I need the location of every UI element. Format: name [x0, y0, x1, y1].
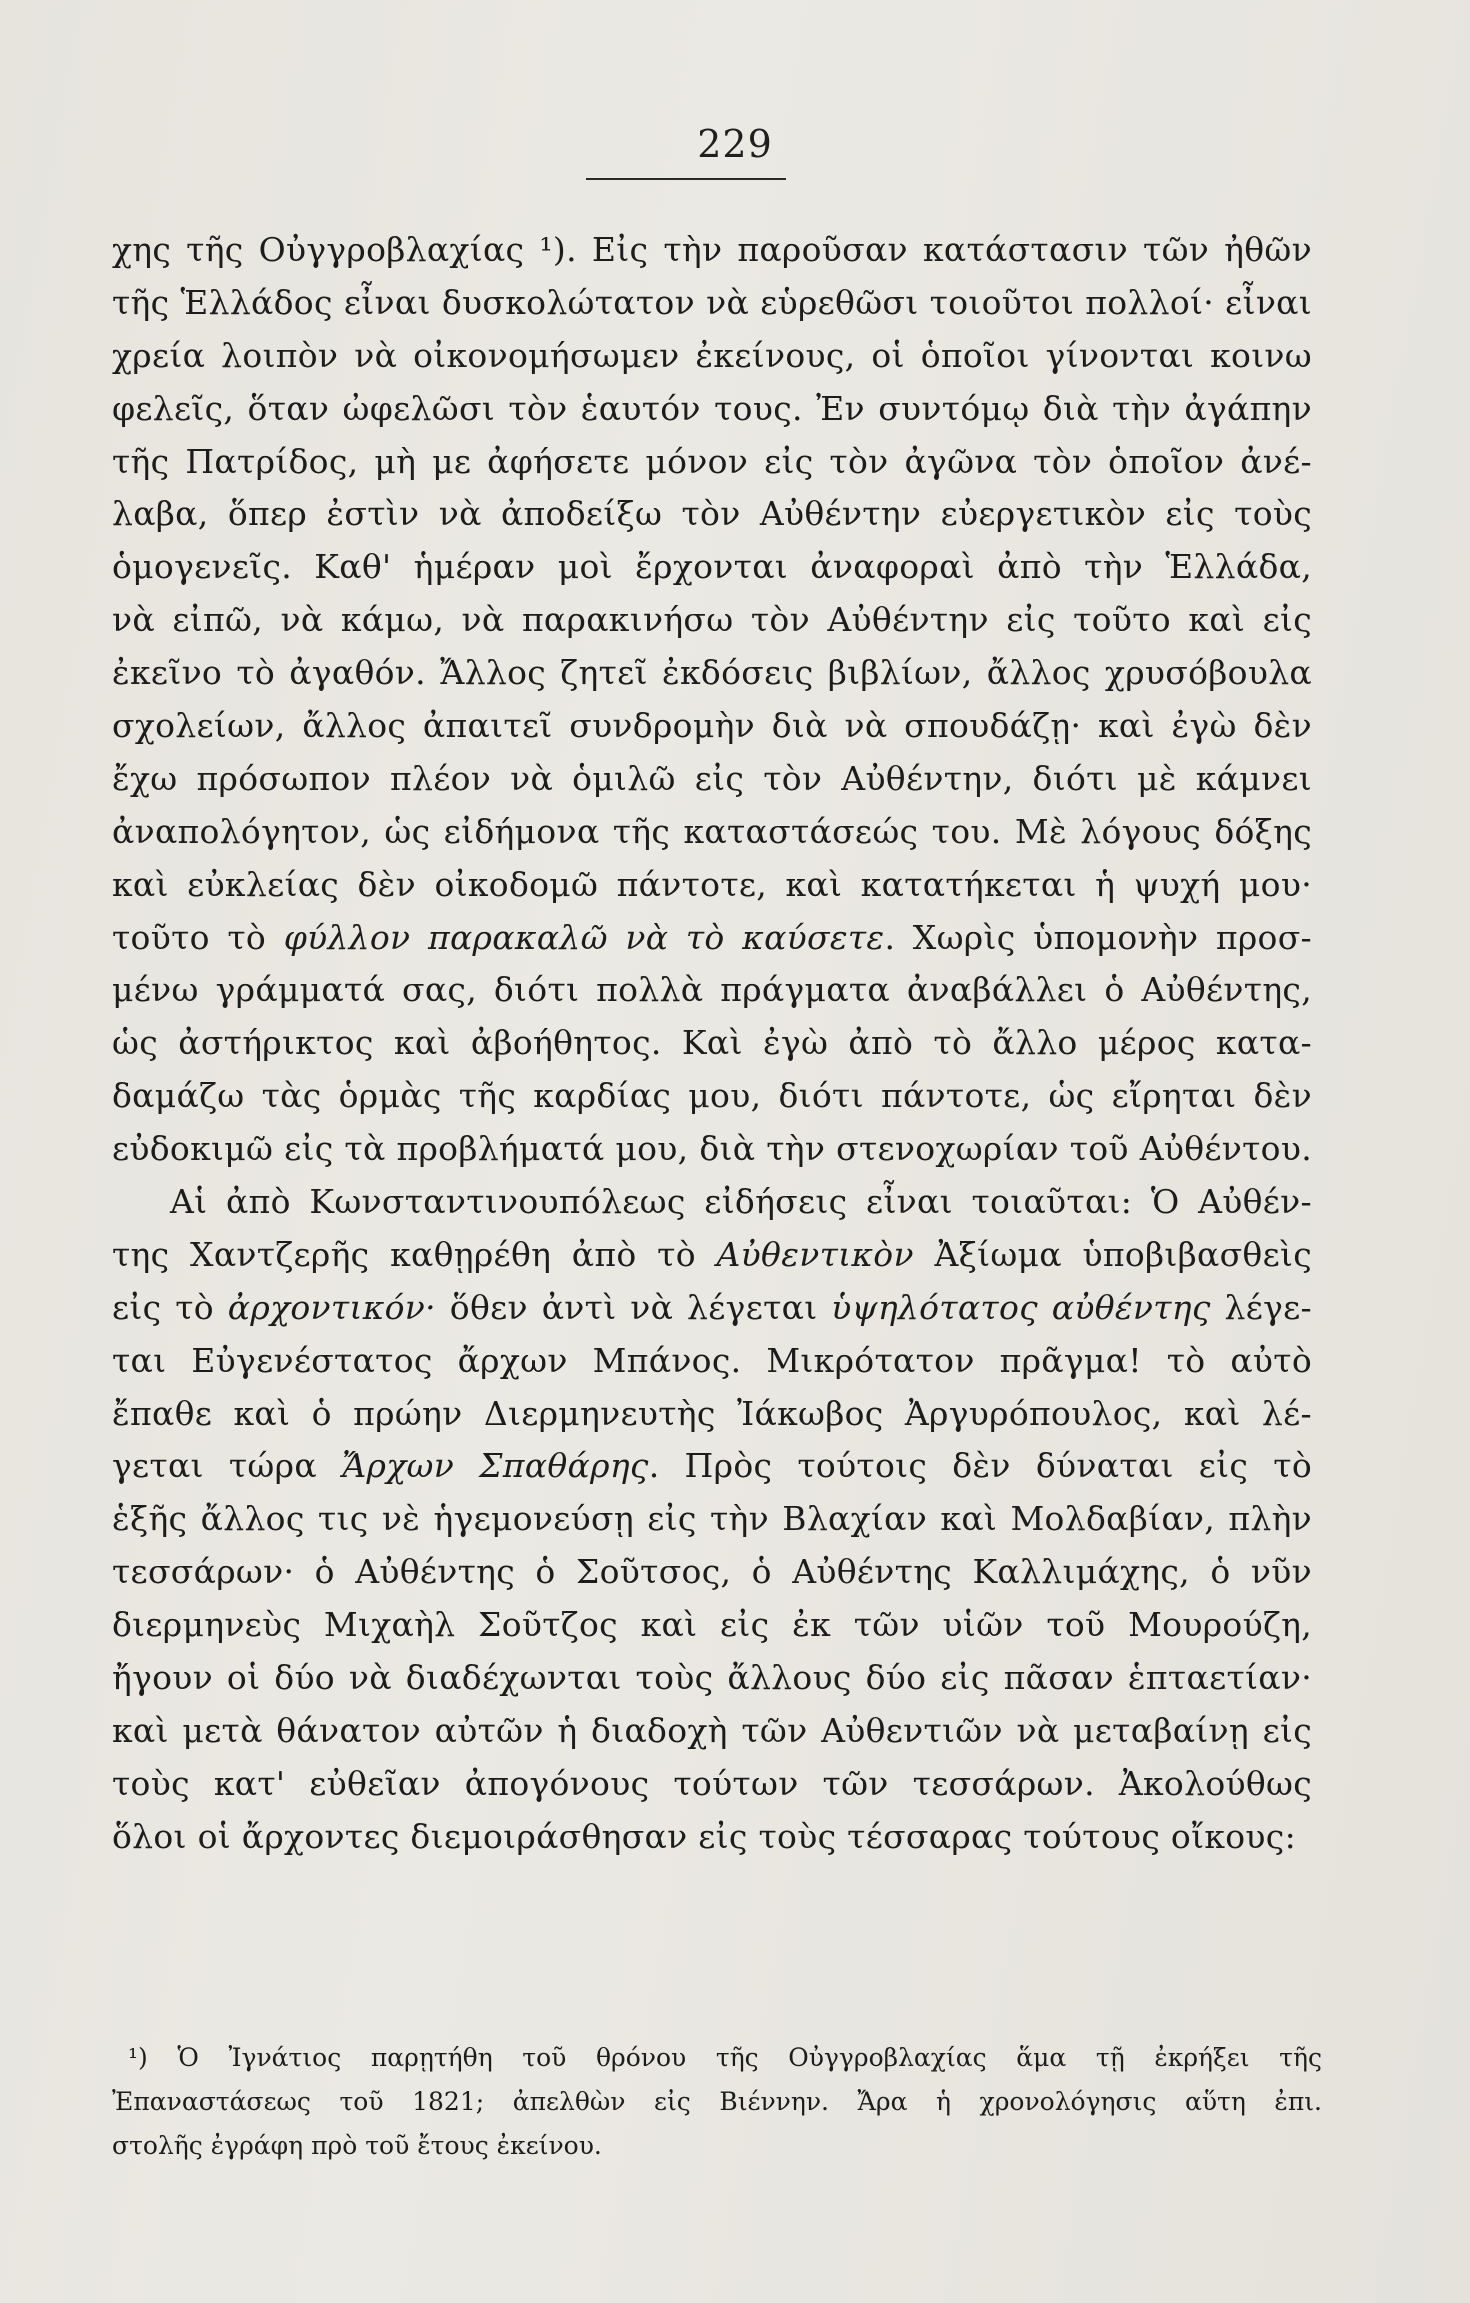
text-run: τοῦτο τὸ [112, 917, 267, 957]
text-line: τοὺς κατ' εὐθεῖαν ἀπογόνους τούτων τῶν τεσσάρων. Ἀκολούθως [112, 1763, 1312, 1803]
text-run: . Χωρὶς ὑπομονὴν προσ- [884, 917, 1313, 957]
text-line: διερμηνεὺς Μιχαὴλ Σοῦτζος καὶ εἰς ἐκ τῶν υἱῶν τοῦ Μουρούζη, [112, 1605, 1312, 1645]
text-line: τῆς Ἑλλάδος εἶναι δυσκολώτατον νὰ εὑρεθῶσι τοιοῦτοι πολλοί· εἶναι [112, 282, 1312, 322]
text-line: ὁμογενεῖς. Καθ' ἡμέραν μοὶ ἔρχονται ἀναφοραὶ ἀπὸ τὴν Ἑλλάδα, [112, 547, 1312, 587]
text-line: τεσσάρων· ὁ Αὐθέντης ὁ Σοῦτσος, ὁ Αὐθέντης Καλλιμάχης, ὁ νῦν [112, 1552, 1312, 1592]
italic-phrase: Αὐθεντικὸν [716, 1234, 914, 1274]
text-line: εὐδοκιμῶ εἰς τὰ προβλήματά μου, διὰ τὴν στενοχωρίαν τοῦ Αὐθέντου. [112, 1129, 1312, 1169]
text-line: χρεία λοιπὸν νὰ οἰκονομήσωμεν ἐκείνους, οἱ ὁποῖοι γίνονται κοινω [112, 335, 1312, 375]
text-run: εἰς τὸ [112, 1287, 214, 1327]
text-line: χης τῆς Οὐγγροβλαχίας ¹). Εἰς τὴν παροῦσαν κατάστασιν τῶν ἠθῶν [112, 230, 1312, 269]
text-line: καὶ εὐκλείας δὲν οἰκοδομῶ πάντοτε, καὶ κατατήκεται ἡ ψυχή μου· [112, 864, 1312, 904]
text-run: γεται τώρα [112, 1446, 317, 1486]
text-line [112, 1440, 1312, 1493]
italic-phrase: φύλλον παρακαλῶ νὰ τὸ καύσετε [283, 917, 885, 957]
text-line: σχολείων, ἄλλος ἀπαιτεῖ συνδρομὴν διὰ νὰ σπουδάζῃ· καὶ ἐγὼ δὲν [112, 706, 1312, 746]
italic-phrase: ἀρχοντικόν· [227, 1287, 436, 1327]
text-line: ἑξῆς ἄλλος τις νὲ ἡγεμονεύσῃ εἰς τὴν Βλαχίαν καὶ Μολδαβίαν, πλὴν [112, 1499, 1312, 1539]
text-line: ται Εὐγενέστατος ἄρχων Μπάνος. Μικρότατον πρᾶγμα! τὸ αὐτὸ [112, 1340, 1312, 1380]
text-line: νὰ εἰπῶ, νὰ κάμω, νὰ παρακινήσω τὸν Αὐθέντην εἰς τοῦτο καὶ εἰς [112, 600, 1312, 640]
text-line: ἤγουν οἱ δύο νὰ διαδέχωνται τοὺς ἄλλους δύο εἰς πᾶσαν ἑπταετίαν· [112, 1658, 1312, 1698]
text-line: ἔπαθε καὶ ὁ πρώην Διερμηνευτὴς Ἰάκωβος Ἀργυρόπουλος, καὶ λέ- [112, 1393, 1312, 1433]
text-run: . Πρὸς τούτοις δὲν δύναται εἰς τὸ [648, 1446, 1313, 1486]
footnote-line: Ἐπαναστάσεως τοῦ 1821; ἀπελθὼν εἰς Βιέννην. Ἄρα ἡ χρονολόγησις αὕτη ἐπι. [112, 2087, 1322, 2116]
text-line: ἀναπολόγητον, ὡς εἰδήμονα τῆς καταστάσεώς του. Μὲ λόγους δόξης [112, 811, 1312, 851]
text-line: τῆς Πατρίδος, μὴ με ἀφήσετε μόνον εἰς τὸν ἀγῶνα τὸν ὁποῖον ἀνέ- [112, 441, 1312, 481]
text-line: καὶ μετὰ θάνατον αὐτῶν ἡ διαδοχὴ τῶν Αὐθεντιῶν νὰ μεταβαίνῃ εἰς [112, 1710, 1312, 1750]
text-line [112, 1229, 1312, 1282]
text-run: Ἀξίωμα ὑποβιβασθεὶς [934, 1234, 1313, 1274]
header-rule [586, 178, 786, 180]
text-line: ὅλοι οἱ ἄρχοντες διεμοιράσθησαν εἰς τοὺς τέσσαρας τούτους οἴκους: [112, 1816, 1296, 1856]
text-line [112, 912, 1312, 965]
text-run: της Χαντζερῆς καθῃρέθη ἀπὸ τὸ [112, 1234, 696, 1274]
text-line: ἐκεῖνο τὸ ἀγαθόν. Ἄλλος ζητεῖ ἐκδόσεις βιβλίων, ἄλλος χρυσόβουλα [112, 653, 1312, 693]
text-line: δαμάζω τὰς ὁρμὰς τῆς καρδίας μου, διότι πάντοτε, ὡς εἴρηται δὲν [112, 1076, 1312, 1116]
text-line: Αἱ ἀπὸ Κωνσταντινουπόλεως εἰδήσεις εἶναι τοιαῦται: Ὁ Αὐθέν- [170, 1182, 1312, 1222]
text-line [112, 1282, 1312, 1335]
footnote [112, 2036, 1322, 2168]
italic-phrase: Ἄρχων Σπαθάρης [342, 1446, 649, 1486]
footnote-line: στολῆς ἐγράφη πρὸ τοῦ ἔτους ἐκείνου. [112, 2131, 602, 2160]
italic-phrase: ὑψηλότατος αὐθέντης [831, 1287, 1211, 1327]
body-text [112, 224, 1312, 1864]
text-line: λαβα, ὅπερ ἐστὶν νὰ ἀποδείξω τὸν Αὐθέντην εὐεργετικὸν εἰς τοὺς [112, 494, 1312, 534]
page-number: 229 [697, 122, 773, 166]
footnote-line: ¹) Ὁ Ἰγνάτιος παρῃτήθη τοῦ θρόνου τῆς Οὐγγροβλαχίας ἅμα τῇ ἐκρήξει τῆς [128, 2043, 1322, 2072]
text-line: μένω γράμματά σας, διότι πολλὰ πράγματα ἀναβάλλει ὁ Αὐθέντης, [112, 970, 1312, 1010]
text-line: ἔχω πρόσωπον πλέον νὰ ὁμιλῶ εἰς τὸν Αὐθέντην, διότι μὲ κάμνει [112, 758, 1312, 798]
text-line: φελεῖς, ὅταν ὠφελῶσι τὸν ἑαυτόν τους. Ἐν συντόμῳ διὰ τὴν ἀγάπην [112, 388, 1312, 428]
text-line: ὡς ἀστήρικτος καὶ ἀβοήθητος. Καὶ ἐγὼ ἀπὸ τὸ ἄλλο μέρος κατα- [112, 1023, 1312, 1063]
text-run: λέγε- [1224, 1287, 1312, 1327]
text-run: ὅθεν ἀντὶ νὰ λέγεται [449, 1287, 818, 1327]
